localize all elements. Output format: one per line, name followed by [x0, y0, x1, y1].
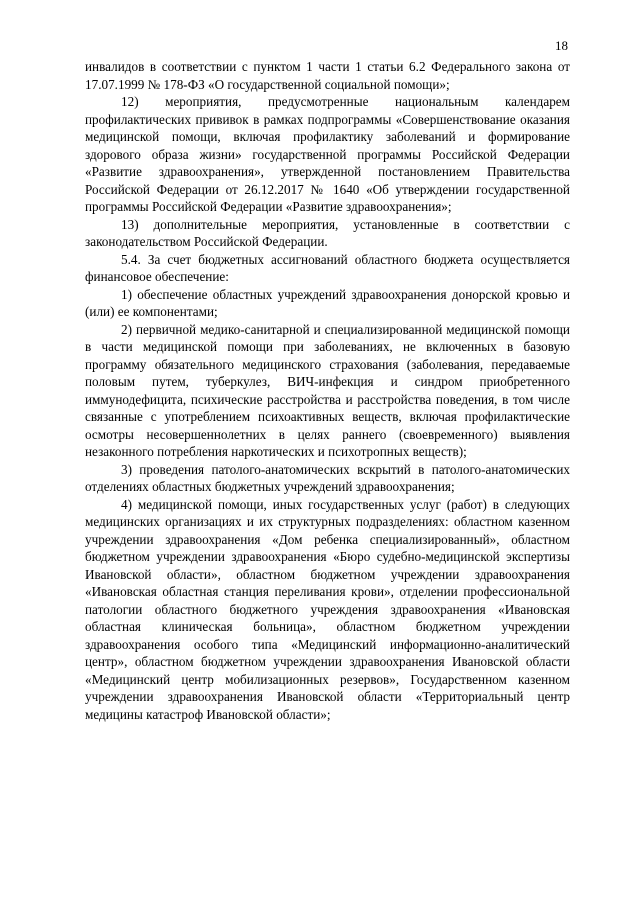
- paragraph-item-1: 1) обеспечение областных учреждений здравоохранения донорской кровью и (или) ее компонентами;: [85, 286, 570, 319]
- document-body: [85, 58, 570, 723]
- paragraph-item-3: 3) проведения патолого-анатомических вскрытий в патолого-анатомических отделениях областных бюджетных учреждений здравоохранения;: [85, 461, 570, 494]
- paragraph-section-5-4: 5.4. За счет бюджетных ассигнований областного бюджета осуществляется финансовое обеспечение:: [85, 251, 570, 284]
- paragraph-item-2: 2) первичной медико-санитарной и специализированной медицинской помощи в части медицинской помощи при заболеваниях, не включенных в базовую программу обязательного медицинского страхования (заболевания, передаваемые половым путем, туберкулез, ВИЧ-инфекция и синдром приобретенного иммунодефицита, психические расстройства и расстройства поведения, в том числе связанные с употреблением психоактивных веществ, включая профилактические осмотры несовершеннолетних в целях раннего (своевременного) выявления незаконного потребления наркотических и психотропных веществ);: [85, 321, 570, 459]
- paragraph-continuation: инвалидов в соответствии с пунктом 1 части 1 статьи 6.2 Федерального закона от 17.07.1999 № 178-ФЗ «О государственной социальной помощи»;: [85, 59, 570, 92]
- paragraph-item-4: 4) медицинской помощи, иных государственных услуг (работ) в следующих медицинских организациях и их структурных подразделениях: областном казенном учреждении здравоохранения «Дом ребенка специализированный», областном бюджетном учреждении здравоохранения «Бюро судебно-медицинской экспертизы Ивановской области», областном бюджетном учреждении здравоохранения «Ивановская областная станция переливания крови», отделении профессиональной патологии областного бюджетного учреждения здравоохранения «Ивановская областная клиническая больница», областном бюджетном учреждении здравоохранения особого типа «Медицинский информационно-аналитический центр», областном бюджетном учреждении здравоохранения Ивановской области «Медицинский центр мобилизационных резервов», Государственном казенном учреждении здравоохранения Ивановской области «Территориальный центр медицины катастроф Ивановской области»;: [85, 496, 570, 722]
- page-number: 18: [555, 38, 568, 53]
- paragraph-item-13: 13) дополнительные мероприятия, установленные в соответствии с законодательством Российской Федерации.: [85, 216, 570, 249]
- paragraph-item-12: 12) мероприятия, предусмотренные национальным календарем профилактических прививок в рамках подпрограммы «Совершенствование оказания медицинской помощи, включая профилактику заболеваний и формирование здорового образа жизни» государственной программы Российской Федерации «Развитие здравоохранения», утвержденной постановлением Правительства Российской Федерации от 26.12.2017 № 1640 «Об утверждении государственной программы Российской Федерации «Развитие здравоохранения»;: [85, 94, 570, 214]
